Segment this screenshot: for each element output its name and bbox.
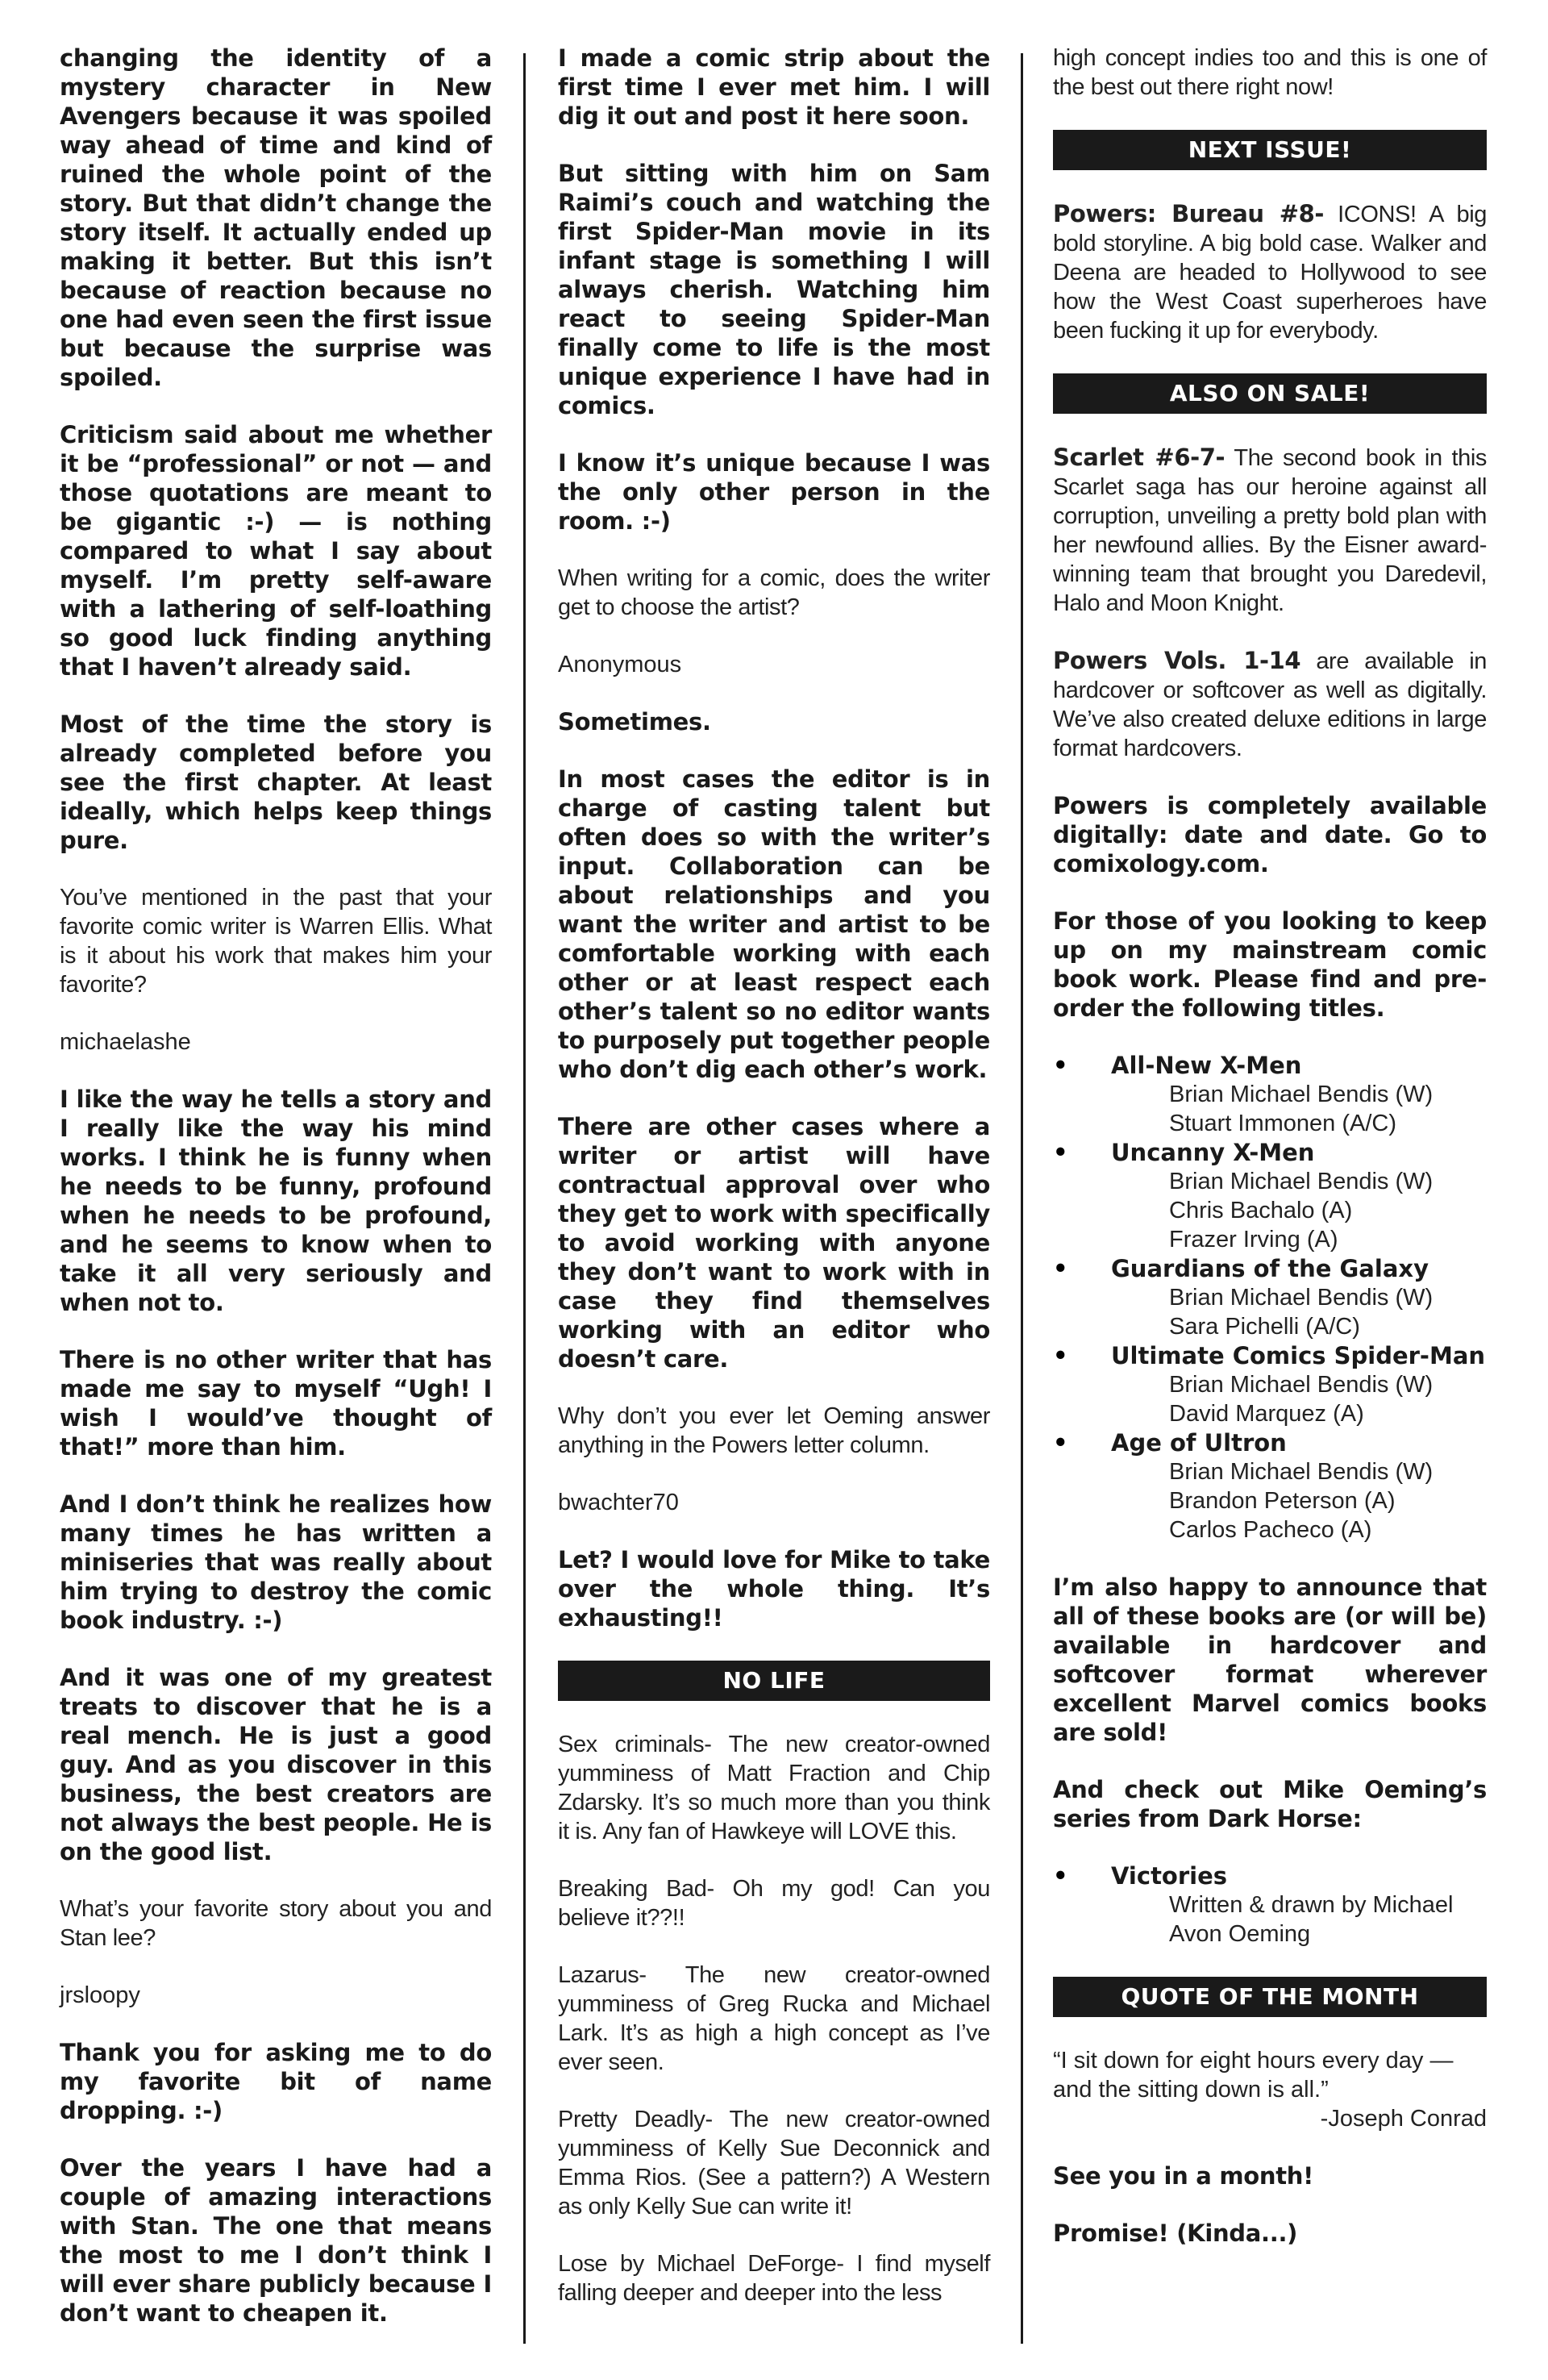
comic-title: All-New X-Men bbox=[1111, 1052, 1302, 1079]
column-divider-right bbox=[1021, 53, 1023, 2344]
answer-paragraph: Thank you for asking me to do my favorite bit of name dropping. :-) bbox=[60, 2039, 492, 2124]
letter-signature: bwachter70 bbox=[558, 1490, 679, 1515]
letter-paragraph: Why don’t you ever let Oeming answer anything in the Powers letter column. bbox=[558, 1403, 990, 1458]
answer-paragraph: I made a comic strip about the first time I ever met him. I will dig it out and post it here soon. bbox=[558, 44, 990, 130]
letter-paragraph: When writing for a comic, does the writer get to choose the artist? bbox=[558, 565, 990, 620]
comic-title: Ultimate Comics Spider-Man bbox=[1111, 1342, 1486, 1369]
creator-credit: Brandon Peterson (A) bbox=[1169, 1488, 1396, 1514]
column-middle bbox=[558, 44, 990, 2336]
letter-paragraph: You’ve mentioned in the past that your favorite comic writer is Warren Ellis. What is it about his work that makes him your favorite? bbox=[60, 885, 492, 998]
comic-title: Victories bbox=[1111, 1862, 1228, 1890]
letter-signature: michaelashe bbox=[60, 1029, 191, 1055]
title-list-item bbox=[1053, 1138, 1487, 1254]
availability-announcement: I’m also happy to announce that all of these books are (or will be) available in hardcover and softcover format wherever excellent Marvel comics books are sold! bbox=[1053, 1573, 1487, 1746]
next-issue-blurb bbox=[1053, 199, 1487, 345]
column-left bbox=[60, 44, 492, 2356]
creator-credit: Stuart Immonen (A/C) bbox=[1169, 1111, 1397, 1136]
answer-paragraph: But sitting with him on Sam Raimi’s couch and watching the first Spider-Man movie in its infant stage is something I will always cherish. Watching him react to seeing Spider-Man finally come to life is the most unique experience I have had in comics. bbox=[558, 160, 990, 419]
intro-continuation: high concept indies too and this is one of the best out there right now! bbox=[1053, 45, 1487, 100]
bullet-icon: • bbox=[1053, 1342, 1068, 1369]
scarlet-text: The second book in this Scarlet saga has our heroine against all corruption, unveiling a pretty bold plan with her newfound allies. By the Eisner award-winning team that brought you Daredevil, Halo and Moon Knight. bbox=[1053, 445, 1488, 616]
letter-paragraph: Lose by Michael DeForge- I find myself falling deeper and deeper into the less bbox=[558, 2251, 990, 2306]
preorder-title-list bbox=[1053, 1051, 1487, 1544]
scarlet-lead: Scarlet #6-7- bbox=[1053, 444, 1226, 471]
quote-text: “I sit down for eight hours every day — and the sitting down is all.” bbox=[1053, 2048, 1454, 2103]
dark-horse-title-list bbox=[1053, 1861, 1487, 1949]
letter-paragraph: What’s your favorite story about you and Stan lee? bbox=[60, 1896, 492, 1951]
answer-paragraph: changing the identity of a mystery character in New Avengers because it was spoiled way ahead of time and kind of ruined the whole point of the story. But that didn’t change the story itself. It actually ended up making it better. But this isn’t because of reaction because no one had even seen the first issue but because the surprise was spoiled. bbox=[60, 44, 492, 391]
answer-paragraph: Over the years I have had a couple of amazing interactions with Stan. The one that means the most to me I don’t think I will ever share publicly because I don’t want to cheapen it. bbox=[60, 2154, 492, 2327]
creator-credit: Carlos Pacheco (A) bbox=[1169, 1517, 1372, 1543]
answer-paragraph: There is no other writer that has made me say to myself “Ugh! I wish I would’ve thought of that!” more than him. bbox=[60, 1346, 492, 1461]
signoff-line-1: See you in a month! bbox=[1053, 2162, 1314, 2190]
powers-vols-blurb bbox=[1053, 646, 1487, 763]
signoff-line-2: Promise! (Kinda...) bbox=[1053, 2220, 1298, 2247]
answer-paragraph: In most cases the editor is in charge of casting talent but often does so with the writer’s input. Collaboration can be about relationships and you want the writer and artist to be comfortable working with each other or at least respect each other’s talent so no editor wants to purposely put together people who don’t dig each other’s work. bbox=[558, 765, 990, 1083]
creator-credit: Brian Michael Bendis (W) bbox=[1169, 1459, 1434, 1485]
letter-signature: jrsloopy bbox=[60, 1982, 140, 2008]
answer-paragraph: Most of the time the story is already completed before you see the first chapter. At least ideally, which helps keep things pure. bbox=[60, 711, 492, 854]
creator-credit: Brian Michael Bendis (W) bbox=[1169, 1285, 1434, 1311]
title-list-item bbox=[1053, 1254, 1487, 1341]
quote-heading: QUOTE OF THE MONTH bbox=[1053, 1977, 1487, 2017]
quote-author: -Joseph Conrad bbox=[1320, 2106, 1487, 2132]
answer-paragraph: There are other cases where a writer or artist will have contractual approval over who they get to work with specifically to avoid working with anyone they don’t want to work with in case they find themselves working with an editor who doesn’t care. bbox=[558, 1113, 990, 1373]
creator-credit: Brian Michael Bendis (W) bbox=[1169, 1082, 1434, 1107]
next-issue-text: ICONS! A big bold storyline. A big bold case. Walker and Deena are headed to Hollywood to see how the West Coast superheroes have been fucking it up for everybody. bbox=[1053, 202, 1487, 344]
creator-credit: Written & drawn by Michael Avon Oeming bbox=[1169, 1892, 1454, 1947]
bullet-icon: • bbox=[1053, 1139, 1068, 1166]
comic-title: Age of Ultron bbox=[1111, 1429, 1287, 1457]
powers-vols-lead: Powers Vols. 1-14 bbox=[1053, 647, 1301, 674]
title-list-item bbox=[1053, 1428, 1487, 1544]
bullet-icon: • bbox=[1053, 1255, 1068, 1282]
preorder-intro: For those of you looking to keep up on my mainstream comic book work. Please find and pre-order the following titles. bbox=[1053, 907, 1487, 1022]
creator-credit: Frazer Irving (A) bbox=[1169, 1227, 1338, 1253]
bullet-icon: • bbox=[1053, 1429, 1068, 1457]
comic-title: Uncanny X-Men bbox=[1111, 1139, 1315, 1166]
digital-availability: Powers is completely available digitally: date and date. Go to comixology.com. bbox=[1053, 792, 1487, 877]
also-on-sale-heading: ALSO ON SALE! bbox=[1053, 373, 1487, 414]
column-right bbox=[1053, 45, 1488, 2276]
creator-credit: Brian Michael Bendis (W) bbox=[1169, 1372, 1434, 1398]
title-list-item bbox=[1053, 1861, 1487, 1949]
oeming-intro: And check out Mike Oeming’s series from Dark Horse: bbox=[1053, 1776, 1487, 1832]
answer-paragraph: And I don’t think he realizes how many times he has written a miniseries that was really about him trying to destroy the comic book industry. :-) bbox=[60, 1490, 492, 1634]
bullet-icon: • bbox=[1053, 1862, 1068, 1890]
answer-paragraph: I know it’s unique because I was the only other person in the room. :-) bbox=[558, 449, 990, 535]
bullet-icon: • bbox=[1053, 1052, 1068, 1079]
creator-credit: Chris Bachalo (A) bbox=[1169, 1198, 1353, 1223]
comic-title: Guardians of the Galaxy bbox=[1111, 1255, 1429, 1282]
letter-paragraph: Breaking Bad- Oh my god! Can you believe it??!! bbox=[558, 1876, 990, 1931]
letter-paragraph: Lazarus- The new creator-owned yumminess of Greg Rucka and Michael Lark. It’s as high a high concept as I’ve ever seen. bbox=[558, 1962, 990, 2075]
section-heading: NO LIFE bbox=[558, 1661, 990, 1701]
creator-credit: Sara Pichelli (A/C) bbox=[1169, 1314, 1360, 1340]
title-list-item bbox=[1053, 1051, 1487, 1138]
answer-paragraph: And it was one of my greatest treats to discover that he is a real mench. He is just a good guy. And as you discover in this business, the best creators are not always the best people. He is on the good list. bbox=[60, 1664, 492, 1865]
column-divider-left bbox=[523, 53, 526, 2344]
creator-credit: David Marquez (A) bbox=[1169, 1401, 1364, 1427]
letter-paragraph: Sex criminals- The new creator-owned yumminess of Matt Fraction and Chip Zdarsky. It’s so much more than you think it is. Any fan of Hawkeye will LOVE this. bbox=[558, 1732, 990, 1844]
next-issue-heading: NEXT ISSUE! bbox=[1053, 130, 1487, 170]
creator-credit: Brian Michael Bendis (W) bbox=[1169, 1169, 1434, 1194]
answer-paragraph: I like the way he tells a story and I really like the way his mind works. I think he is funny when he needs to be funny, profound when he needs to be profound, and he seems to know when to take it all very seriously and when not to. bbox=[60, 1086, 492, 1316]
title-list-item bbox=[1053, 1341, 1487, 1428]
letter-signature: Anonymous bbox=[558, 652, 682, 677]
answer-paragraph: Criticism said about me whether it be “professional” or not — and those quotations are meant to be gigantic :-) — is nothing compared to what I say about myself. I’m pretty self-aware with a lathering of self-loathing so good luck finding anything that I haven’t already said. bbox=[60, 421, 492, 681]
next-issue-lead: Powers: Bureau #8- bbox=[1053, 200, 1325, 227]
scarlet-blurb bbox=[1053, 443, 1487, 618]
answer-paragraph: Sometimes. bbox=[558, 708, 711, 736]
answer-paragraph: Let? I would love for Mike to take over the whole thing. It’s exhausting!! bbox=[558, 1546, 990, 1632]
letter-paragraph: Pretty Deadly- The new creator-owned yumminess of Kelly Sue Deconnick and Emma Rios. (See a pattern?) A Western as only Kelly Sue can write it! bbox=[558, 2107, 990, 2220]
powers-vols-text: are available in hardcover or softcover as well as digitally. We’ve also created deluxe editions in large format hardcovers. bbox=[1053, 648, 1487, 761]
